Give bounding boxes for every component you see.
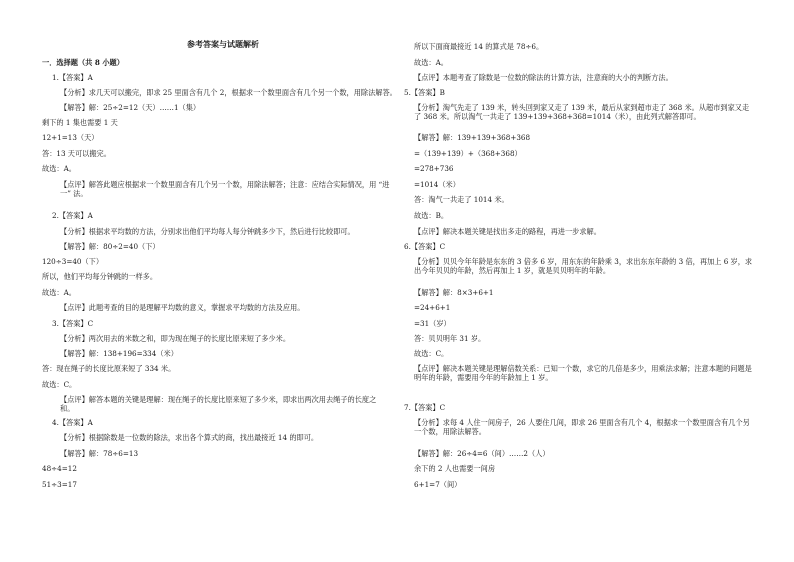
q1-step: 12+1=13（天）	[42, 133, 99, 142]
q5-answer: 5.【答案】B	[404, 88, 445, 97]
q6-choice: 故选：C。	[414, 349, 449, 358]
q4-answer: 4.【答案】A	[52, 418, 93, 427]
q5-solution: 【解答】解：139+139+368+368	[414, 133, 531, 142]
q6-step: =24+6+1	[414, 303, 451, 312]
q1-step: 剩下的 1 集也需要 1 天	[42, 118, 118, 127]
page-title: 参考答案与试题解析	[187, 39, 259, 49]
q3-comment: 【点评】解答本题的关键是理解：现在绳子的长度比原来短了多少米，即求出两次用去绳子的长度之和。	[60, 395, 377, 413]
q2-solution: 【解答】解：80÷2=40（下）	[60, 242, 160, 251]
q1-solution: 【解答】解：25÷2=12（天）……1（集）	[60, 103, 201, 112]
q5-step: =1014（米）	[414, 180, 460, 189]
q5-reply: 答：淘气一共走了 1014 米。	[414, 195, 509, 204]
q1-analysis: 【分析】求几天可以搬完，即求 25 里面含有几个 2，根据求一个数里面含有几个另一个数，用除法解答。	[60, 88, 397, 97]
q5-comment: 【点评】解决本题关键是找出多走的路程，再进一步求解。	[414, 227, 601, 236]
q4-comment: 【点评】本题考查了除数是一位数的除法的计算方法，注意商的大小的判断方法。	[414, 73, 673, 82]
q5-choice: 故选：B。	[414, 211, 449, 220]
q6-reply: 答：贝贝明年 31 岁。	[414, 334, 486, 343]
q7-analysis: 【分析】求每 4 人住一间房子，26 人要住几间，即求 26 里面含有几个 4，根据求一个数里面含有几个另一个数，用除法解答。	[414, 418, 750, 436]
q4-conclusion: 所以下面商最接近 14 的算式是 78÷6。	[414, 42, 544, 51]
q2-comment: 【点评】此题考查的目的是理解平均数的意义，掌握求平均数的方法及应用。	[60, 303, 305, 312]
q2-analysis: 【分析】根据求平均数的方法，分别求出他们平均每人每分钟跳多少下，然后进行比较即可。	[60, 227, 355, 236]
q6-comment: 【点评】解决本题关键是理解倍数关系：已知一个数，求它的几倍是多少，用乘法求解；注意本题的问题是明年的年龄，需要用今年的年龄加上 1 岁。	[414, 364, 752, 382]
q3-solution: 【解答】解：138+196=334（米）	[60, 349, 178, 358]
q3-reply: 答：现在绳子的长度比原来短了 334 米。	[42, 364, 176, 373]
q6-answer: 6.【答案】C	[404, 242, 446, 251]
q6-solution: 【解答】解：8×3+6+1	[414, 288, 494, 297]
q3-choice: 故选：C。	[42, 380, 77, 389]
q5-step: =（139+139）+（368+368）	[414, 149, 522, 158]
q3-analysis: 【分析】两次用去的米数之和，即为现在绳子的长度比原来短了多少米。	[60, 334, 291, 343]
q6-step: =31（岁）	[414, 319, 451, 328]
q2-choice: 故选：A。	[42, 288, 76, 297]
q3-answer: 3.【答案】C	[52, 319, 94, 328]
q5-step: =278+736	[414, 164, 454, 173]
q1-answer: 1.【答案】A	[52, 73, 93, 82]
q2-step: 所以，他们平均每分钟跳的一样多。	[42, 272, 158, 281]
q6-analysis: 【分析】贝贝今年年龄是东东的 3 倍多 6 岁，用东东的年龄乘 3，求出东东年龄的 3 倍，再加上 6 岁，求出今年贝贝的年龄，然后再加上 1 岁，就是贝贝明年的年龄。	[414, 257, 753, 275]
q7-answer: 7.【答案】C	[404, 403, 446, 412]
section-heading: 一．选择题（共 8 小题）	[42, 58, 124, 67]
q4-analysis: 【分析】根据除数是一位数的除法，求出各个算式的商，找出最接近 14 的即可。	[60, 433, 319, 442]
q1-choice: 故选：A。	[42, 164, 76, 173]
q7-step: 余下的 2 人也需要一间房	[414, 464, 496, 473]
q7-step: 6+1=7（间）	[414, 480, 462, 489]
q2-step: 120÷3=40（下）	[42, 257, 104, 266]
q4-choice: 故选：A。	[414, 58, 448, 67]
q4-step: 48÷4=12	[42, 464, 77, 473]
q4-solution: 【解答】解：78÷6=13	[60, 449, 139, 458]
q5-analysis: 【分析】淘气先走了 139 米，转头回到家又走了 139 米，最后从家到超市走了 368 米。从超市到家又走了 368 米。所以淘气一共走了 139+139+368+368=1014（米），由此列式解答即可。	[414, 103, 750, 121]
q4-step: 51÷3=17	[42, 480, 77, 489]
q2-answer: 2.【答案】A	[52, 211, 93, 220]
q1-comment: 【点评】解答此题应根据求一个数里面含有几个另一个数，用除法解答；注意：应结合实际情况，用 “进一” 法。	[60, 180, 390, 198]
q1-reply: 答：13 天可以搬完。	[42, 149, 111, 158]
q7-solution: 【解答】解：26÷4=6（间）……2（人）	[414, 449, 550, 458]
